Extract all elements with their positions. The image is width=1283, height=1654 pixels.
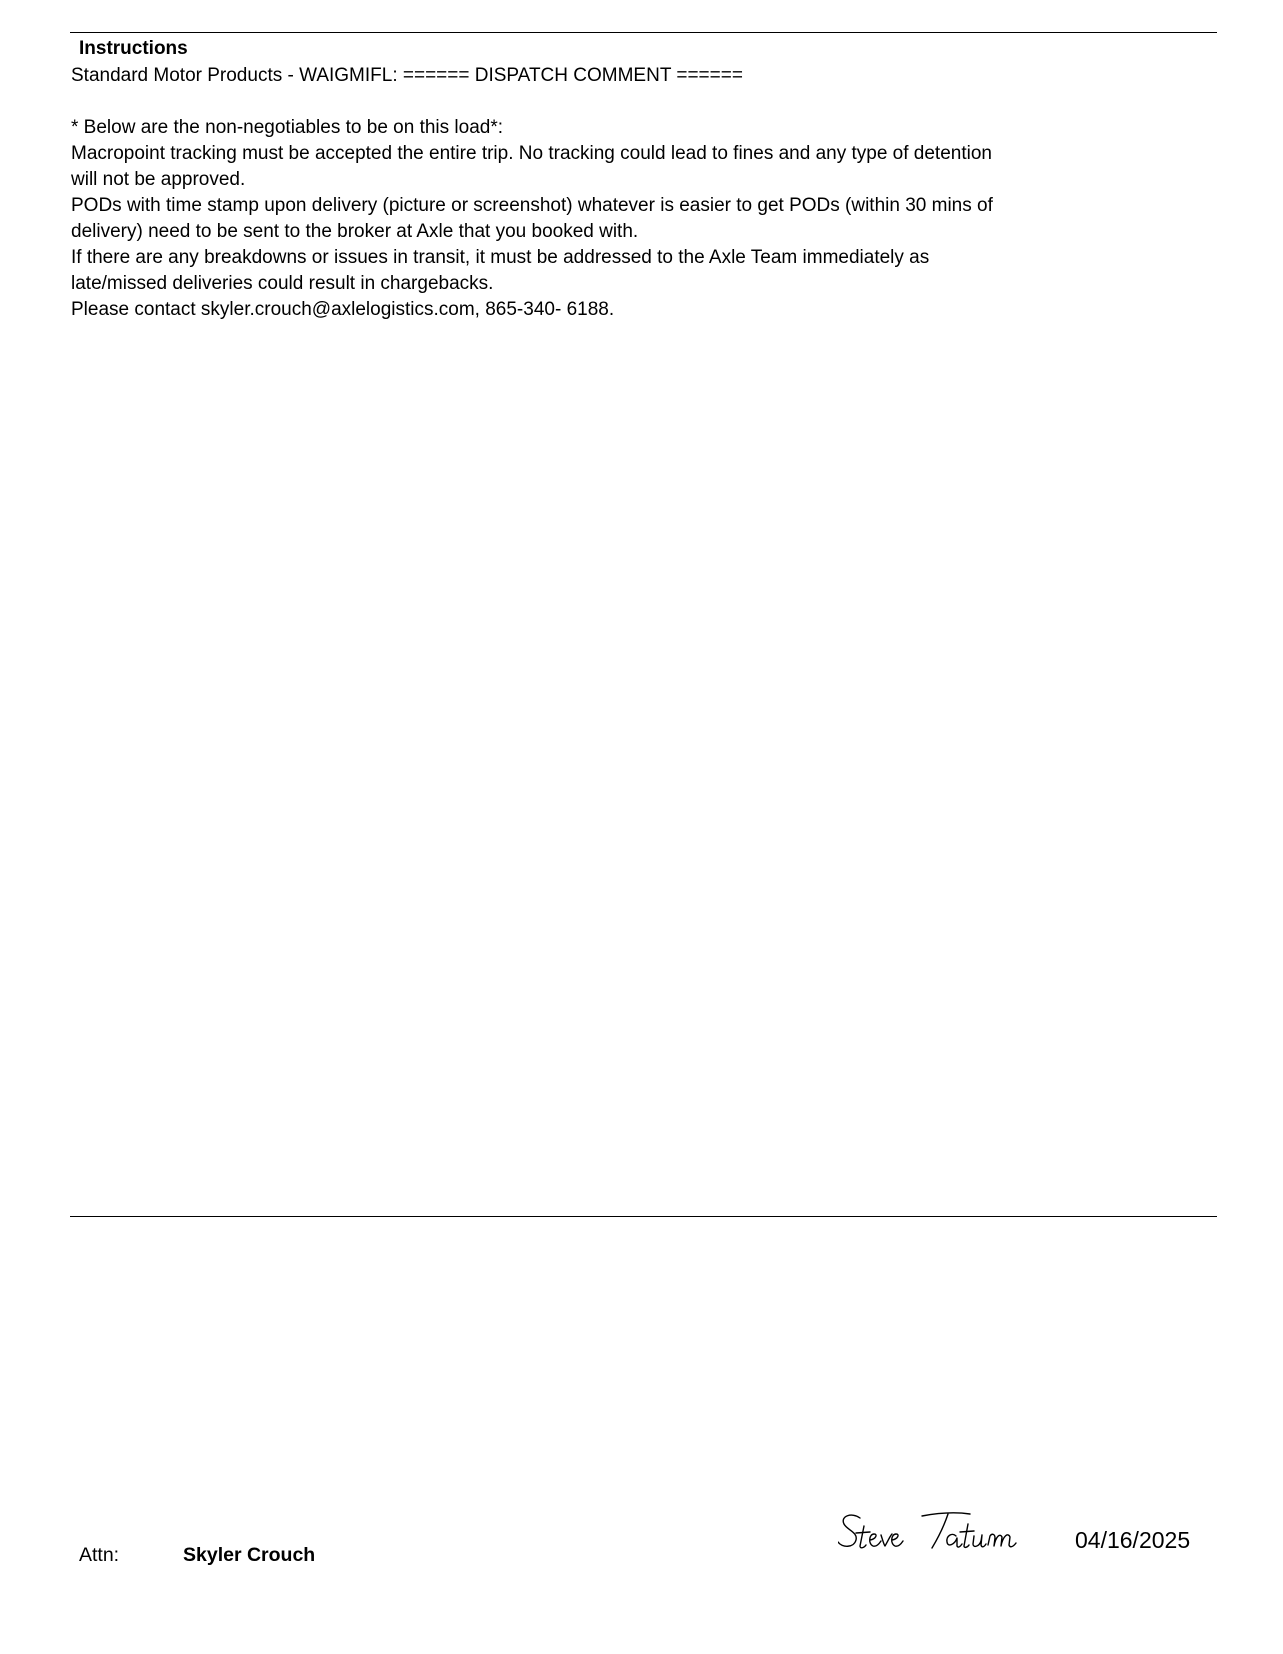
signature-date: 04/16/2025: [1075, 1527, 1191, 1553]
instructions-heading: Instructions: [79, 38, 188, 59]
instruction-line: delivery) need to be sent to the broker at Axle that you booked with.: [71, 221, 639, 242]
instruction-line: * Below are the non-negotiables to be on this load*:: [71, 117, 504, 138]
instruction-line: If there are any breakdowns or issues in transit, it must be addressed to the Axle Team immediately as: [71, 247, 930, 268]
instruction-line: late/missed deliveries could result in chargebacks.: [71, 273, 494, 294]
attn-name: Skyler Crouch: [183, 1544, 316, 1566]
bottom-divider: [70, 1216, 1217, 1217]
handwritten-signature: [838, 1508, 1038, 1558]
instruction-line: PODs with time stamp upon delivery (picture or screenshot) whatever is easier to get PODs (within 30 mins of: [71, 195, 993, 216]
instruction-line: [71, 89, 993, 115]
instruction-line: Please contact skyler.crouch@axlelogistics.com, 865-340- 6188.: [71, 299, 615, 320]
instruction-line: will not be approved.: [71, 169, 246, 190]
instruction-line: Standard Motor Products - WAIGMIFL: ====== DISPATCH COMMENT ======: [71, 65, 743, 86]
attn-label: Attn:: [79, 1544, 120, 1566]
top-divider: [70, 32, 1217, 33]
instruction-line: Macropoint tracking must be accepted the entire trip. No tracking could lead to fines and any type of detention: [71, 143, 992, 164]
instructions-body: [71, 63, 993, 323]
